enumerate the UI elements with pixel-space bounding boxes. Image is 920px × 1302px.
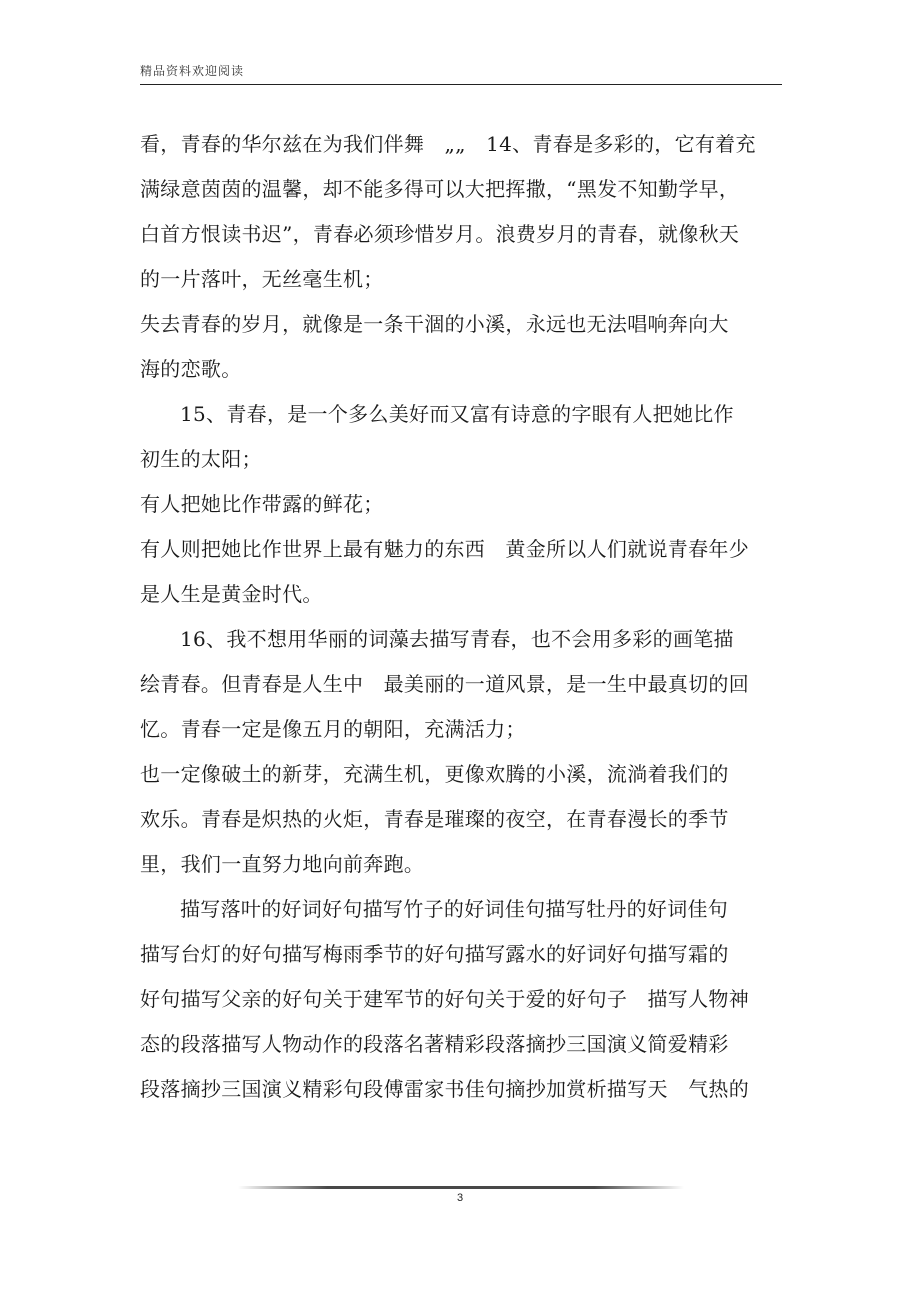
text-line: 欢乐。青春是炽热的火炬，青春是璀璨的夜空，在青春漫长的季节 bbox=[140, 807, 729, 831]
paragraph-indented bbox=[140, 392, 782, 482]
text-line: 15、青春，是一个多么美好而又富有诗意的字眼有人把她比作 bbox=[180, 402, 734, 426]
paragraph-indented bbox=[140, 887, 782, 1112]
text-line: 描写台灯的好句描写梅雨季节的好句描写露水的好词好句描写霜的 bbox=[140, 942, 729, 966]
paragraph-indented bbox=[140, 617, 782, 752]
text-line: 态的段落描写人物动作的段落名著精彩段落摘抄三国演义简爱精彩 bbox=[140, 1032, 729, 1056]
text-line: 忆。青春一定是像五月的朝阳，充满活力； bbox=[140, 717, 526, 741]
text-line: 16、我不想用华丽的词藻去描写青春，也不会用多彩的画笔描 bbox=[180, 627, 734, 651]
text-line: 满绿意茵茵的温馨，却不能多得可以大把挥撒，“黑发不知勤学早， bbox=[140, 177, 740, 201]
text-line: 描写落叶的好词好句描写竹子的好词佳句描写牡丹的好词佳句 bbox=[180, 897, 729, 921]
text-line: 有人把她比作带露的鲜花； bbox=[140, 492, 384, 516]
paragraph bbox=[140, 752, 782, 887]
text-line: 的一片落叶，无丝毫生机； bbox=[140, 267, 384, 291]
text-line: 失去青春的岁月，就像是一条干涸的小溪，永远也无法唱响奔向大 bbox=[140, 312, 729, 336]
header-divider bbox=[140, 84, 782, 85]
text-line: 里，我们一直努力地向前奔跑。 bbox=[140, 852, 425, 876]
paragraph bbox=[140, 482, 782, 527]
paragraph bbox=[140, 527, 782, 617]
paragraph bbox=[140, 302, 782, 392]
header-text: 精品资料欢迎阅读 bbox=[140, 64, 245, 78]
text-line: 海的恋歌。 bbox=[140, 357, 242, 381]
text-line: 初生的太阳； bbox=[140, 447, 262, 471]
text-line: 看，青春的华尔兹在为我们伴舞 „„ 14、青春是多彩的，它有着充 bbox=[140, 132, 756, 156]
text-line: 段落摘抄三国演义精彩句段傅雷家书佳句摘抄加赏析描写天 气热的 bbox=[140, 1077, 749, 1101]
page-number: 3 bbox=[456, 1192, 464, 1204]
text-line: 好句描写父亲的好句关于建军节的好句关于爱的好句子 描写人物神 bbox=[140, 987, 749, 1011]
text-line: 白首方恨读书迟”，青春必须珍惜岁月。浪费岁月的青春，就像秋天 bbox=[140, 222, 740, 246]
paragraph bbox=[140, 122, 782, 302]
text-line: 有人则把她比作世界上最有魅力的东西 黄金所以人们就说青春年少 bbox=[140, 537, 749, 561]
text-line: 也一定像破土的新芽，充满生机，更像欢腾的小溪，流淌着我们的 bbox=[140, 762, 729, 786]
document-body bbox=[140, 122, 782, 1112]
text-line: 绘青春。但青春是人生中 最美丽的一道风景，是一生中最真切的回 bbox=[140, 672, 749, 696]
text-line: 是人生是黄金时代。 bbox=[140, 582, 323, 606]
footer-divider bbox=[238, 1186, 684, 1189]
page-header bbox=[140, 62, 782, 88]
